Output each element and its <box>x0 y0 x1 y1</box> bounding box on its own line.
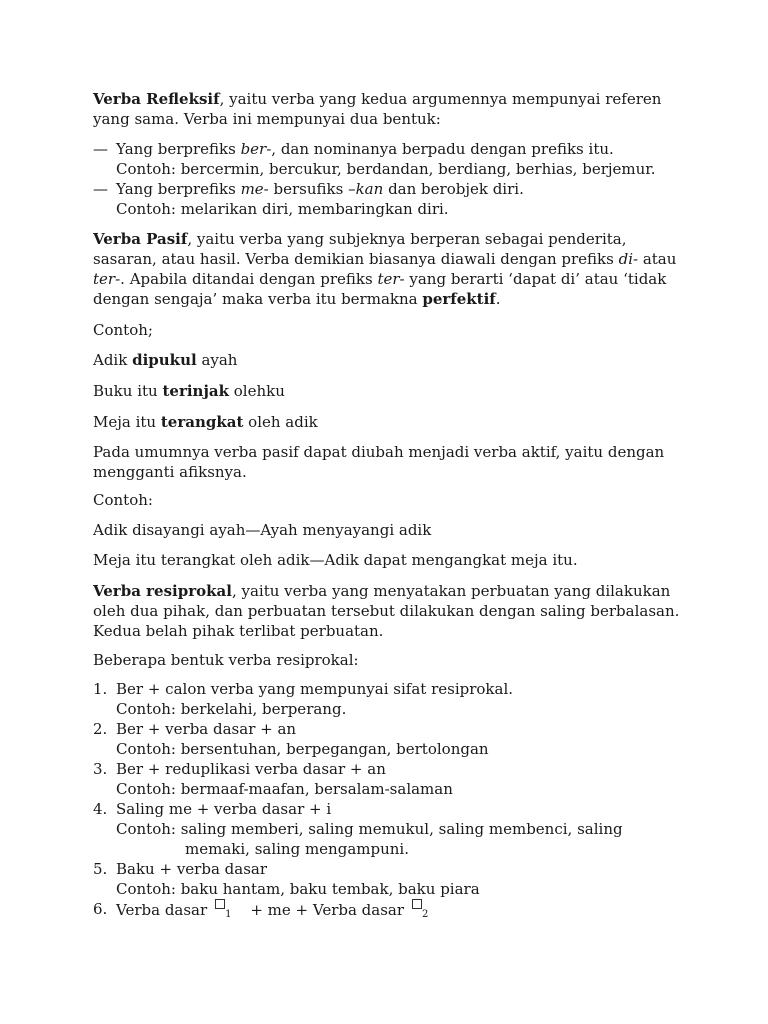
bullet-text: bersufiks <box>268 180 349 198</box>
pasif-italic: di- <box>618 250 639 268</box>
pasif-italic: ter- <box>93 270 121 288</box>
list-example-continuation: memaki, saling mengampuni. <box>185 840 409 858</box>
pasif-text: , yaitu verba yang subjeknya berperan sebagai penderita, sasaran, atau hasil. Verba demikian biasanya diawali dengan prefiks <box>93 230 627 268</box>
pasif-text: yang berarti ‘dapat di’ atau ‘tidak dengan sengaja’ maka verba itu bermakna <box>93 270 667 308</box>
example-2 <box>93 381 683 401</box>
resiprokal-term: Verba resiprokal <box>93 582 232 600</box>
pasif-text: . <box>495 290 501 308</box>
refleksif-paragraph <box>93 89 683 129</box>
bullet-example: Contoh: melarikan diri, membaringkan diri. <box>116 200 449 218</box>
list-example: Contoh: saling memberi, saling memukul, saling membenci, saling <box>116 820 623 838</box>
example-text: Buku itu <box>93 382 163 400</box>
bullet-text: , dan nominanya berpadu dengan prefiks itu. <box>271 140 614 158</box>
bullet-example: Contoh: bercermin, bercukur, berdandan, berdiang, berhias, berjemur. <box>116 160 656 178</box>
bullet-italic: me- <box>240 180 269 198</box>
example-bold: terangkat <box>160 413 244 431</box>
example-text: Meja itu <box>93 413 161 431</box>
list-example: Contoh: baku hantam, baku tembak, baku piara <box>116 880 480 898</box>
pasif-paragraph <box>93 229 683 309</box>
placeholder-box-icon <box>412 899 422 909</box>
bullet-text: Yang berprefiks <box>116 180 241 198</box>
list-item <box>93 859 683 899</box>
list-text: + me + Verba dasar <box>250 901 405 919</box>
example-1 <box>93 350 683 370</box>
refleksif-bullet-2 <box>93 179 683 219</box>
refleksif-section <box>93 89 683 219</box>
resiprokal-list <box>93 679 683 925</box>
list-number: 2. <box>93 720 108 738</box>
refleksif-term: Verba Refleksif <box>93 90 220 108</box>
example-4: Adik disayangi ayah—Ayah menyayangi adik <box>93 521 432 539</box>
subscript: 2 <box>422 909 429 920</box>
pasif-section <box>93 229 683 309</box>
example-5: Meja itu terangkat oleh adik—Adik dapat mengangkat meja itu. <box>93 551 578 569</box>
refleksif-bullet-1 <box>93 139 683 179</box>
list-example: Contoh: bermaaf-maafan, bersalam-salaman <box>116 780 453 798</box>
list-text: Ber + reduplikasi verba dasar + an <box>116 760 386 778</box>
list-example: Contoh: berkelahi, berperang. <box>116 700 347 718</box>
dash-bullet: — <box>93 140 108 158</box>
list-number: 5. <box>93 860 108 878</box>
pasif-term: Verba Pasif <box>93 230 188 248</box>
list-text: Baku + verba dasar <box>116 860 268 878</box>
bullet-text: Yang berprefiks <box>116 140 241 158</box>
example-3 <box>93 412 683 432</box>
list-text: Verba dasar <box>116 901 208 919</box>
pasif-italic: ter- <box>377 270 405 288</box>
pasif-text: . Apabila ditandai dengan prefiks <box>120 270 378 288</box>
resiprokal-paragraph <box>93 581 683 641</box>
bullet-text: dan berobjek diri. <box>383 180 524 198</box>
aktif-paragraph: Pada umumnya verba pasif dapat diubah menjadi verba aktif, yaitu dengan mengganti afiksnya. <box>93 443 665 481</box>
example-bold: dipukul <box>132 351 197 369</box>
placeholder-box-icon <box>215 899 225 909</box>
contoh-label-2: Contoh: <box>93 491 153 509</box>
example-text: Adik <box>93 351 133 369</box>
refleksif-definition: , yaitu verba yang kedua argumennya mempunyai referen yang sama. Verba ini mempunyai dua bentuk: <box>93 90 662 128</box>
list-text: Ber + calon verba yang mempunyai sifat resiprokal. <box>116 680 514 698</box>
list-number: 6. <box>93 900 108 918</box>
list-item <box>93 799 683 859</box>
list-item <box>93 899 683 925</box>
list-text: Saling me + verba dasar + i <box>116 800 332 818</box>
list-item <box>93 759 683 799</box>
example-text: oleh adik <box>243 413 318 431</box>
pasif-bold: perfektif <box>422 290 496 308</box>
beberapa-label: Beberapa bentuk verba resiprokal: <box>93 651 359 669</box>
dash-bullet: — <box>93 180 108 198</box>
list-example: Contoh: bersentuhan, berpegangan, bertolongan <box>116 740 489 758</box>
bullet-italic: ber- <box>240 140 272 158</box>
example-text: ayah <box>196 351 238 369</box>
list-number: 1. <box>93 680 108 698</box>
list-number: 3. <box>93 760 108 778</box>
example-bold: terinjak <box>162 382 229 400</box>
example-text: olehku <box>229 382 285 400</box>
subscript: 1 <box>225 909 232 920</box>
resiprokal-definition: , yaitu verba yang menyatakan perbuatan yang dilakukan oleh dua pihak, dan perbuatan tersebut dilakukan dengan saling berbalasan. Kedua belah pihak terlibat perbuatan. <box>93 582 680 640</box>
list-number: 4. <box>93 800 108 818</box>
list-item <box>93 719 683 759</box>
list-item <box>93 679 683 719</box>
resiprokal-section <box>93 581 683 641</box>
pasif-text: atau <box>638 250 677 268</box>
contoh-label-1: Contoh; <box>93 321 153 339</box>
list-text: Ber + verba dasar + an <box>116 720 297 738</box>
bullet-italic: –kan <box>348 180 384 198</box>
